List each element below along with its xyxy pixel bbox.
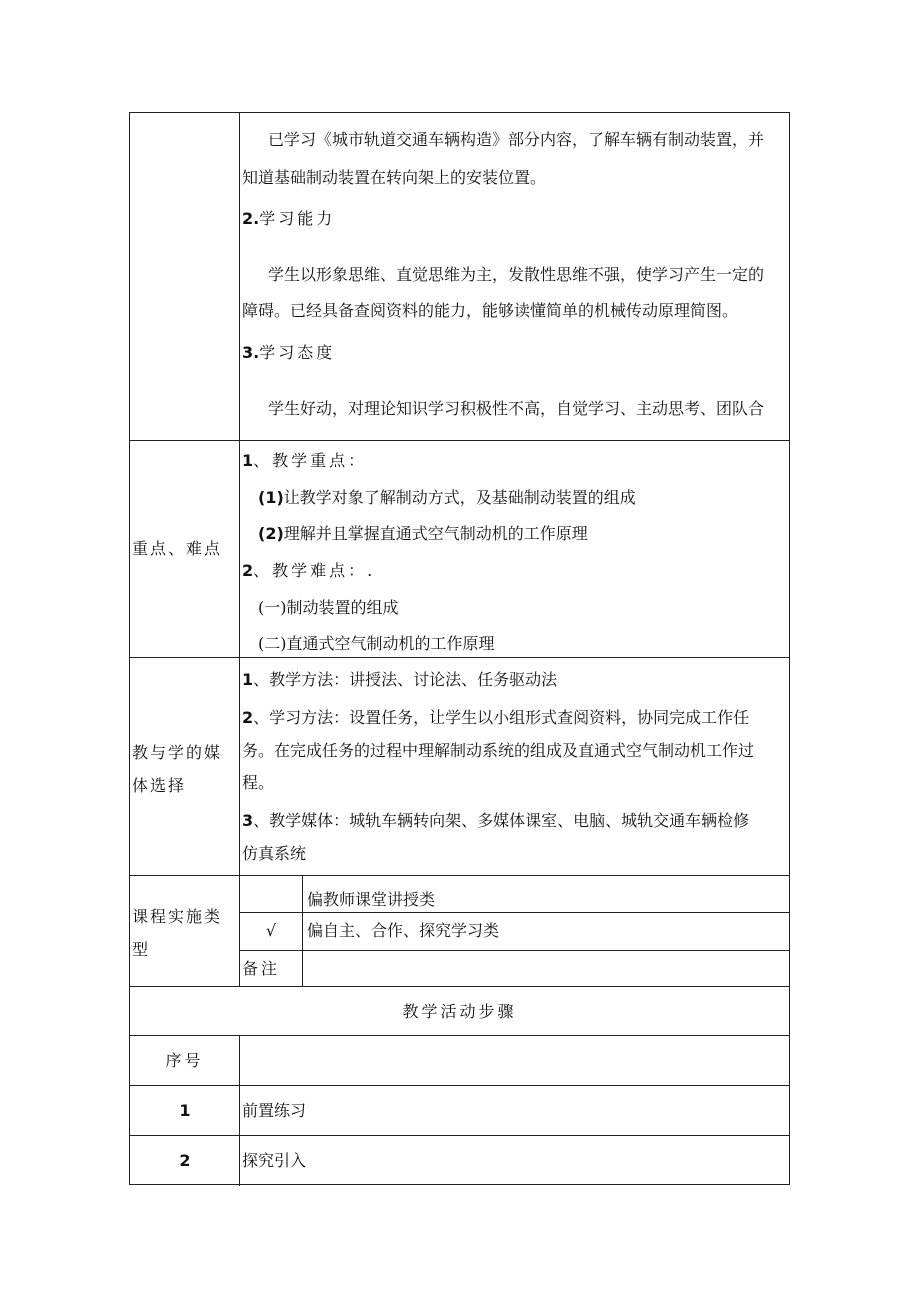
step-number-cell	[130, 1136, 240, 1186]
teaching-media-line-1	[242, 806, 787, 836]
teaching-method-number: 1	[242, 670, 254, 689]
teaching-focus-item-2	[242, 519, 787, 549]
activity-step-row	[130, 1085, 789, 1135]
teaching-focus-number: 1	[242, 451, 254, 470]
activity-step-row	[130, 1135, 789, 1186]
content-header-cell	[240, 1036, 789, 1085]
ability-line-1: 学生以形象思维、直觉思维为主，发散性思维不强，使学习产生一定的	[268, 265, 765, 284]
key-points-row	[130, 440, 789, 657]
step-number: 2	[179, 1151, 191, 1170]
learning-analysis-content-cell	[240, 113, 789, 440]
teaching-focus-item-1	[242, 483, 787, 513]
teaching-media-number: 3	[242, 811, 254, 830]
step-name-cell	[240, 1086, 789, 1135]
course-type-option-2	[240, 912, 789, 950]
course-type-option-2-check: √	[240, 913, 303, 950]
course-type-option-1-check	[240, 876, 303, 912]
media-selection-row	[130, 657, 789, 875]
media-selection-label-line-2: 体选择	[132, 776, 187, 795]
course-type-note-label: 备注	[242, 959, 281, 978]
activity-header-row	[130, 1035, 789, 1085]
ability-heading	[242, 204, 787, 234]
teaching-focus-item-1-number: (1)	[258, 488, 284, 507]
course-type-note	[240, 950, 789, 986]
teaching-media-text: 、教学媒体：城轨车辆转向架、多媒体课室、电脑、城轨交通车辆检修	[253, 811, 750, 830]
step-number: 1	[179, 1101, 191, 1120]
teaching-difficulty-title	[242, 556, 787, 586]
learning-analysis-row	[130, 113, 789, 440]
course-type-option-2-text: 偏自主、合作、探究学习类	[307, 921, 500, 940]
attitude-heading	[242, 338, 787, 368]
course-type-option-1	[240, 876, 789, 912]
media-selection-content-cell	[240, 658, 789, 875]
teaching-focus-item-2-text: 理解并且掌握直通式空气制动机的工作原理	[283, 524, 588, 543]
learning-method-number: 2	[242, 708, 254, 727]
ability-heading-number: 2.	[242, 209, 260, 228]
teaching-method-text: 、教学方法：讲授法、讨论法、任务驱动法	[253, 670, 558, 689]
learning-method-line-3: 程。	[242, 773, 275, 792]
sequence-header-cell	[130, 1036, 240, 1085]
attitude-heading-text: 学习态度	[259, 343, 336, 362]
teaching-difficulty-title-text: 、教学难点：.	[253, 561, 376, 580]
teaching-method	[242, 665, 787, 695]
teaching-focus-item-1-text: 让教学对象了解制动方式，及基础制动装置的组成	[283, 488, 636, 507]
teaching-difficulty-item-1: (一)制动装置的组成	[258, 598, 399, 617]
course-type-note-label-cell	[240, 951, 303, 986]
course-type-row	[130, 875, 789, 986]
step-number-cell	[130, 1086, 240, 1135]
teaching-focus-title-text: 、教学重点：	[253, 451, 368, 470]
learning-method-line-1	[242, 703, 787, 733]
key-points-label-cell	[130, 441, 240, 657]
learning-method-text: 、学习方法：设置任务，让学生以小组形式查阅资料，协同完成工作任	[253, 708, 750, 727]
sequence-header: 序号	[165, 1051, 204, 1070]
ability-line-2: 障碍。已经具备查阅资料的能力，能够读懂简单的机械传动原理简图。	[242, 301, 739, 320]
course-type-label-line-1: 课程实施类	[132, 907, 223, 926]
ability-heading-text: 学习能力	[259, 209, 336, 228]
learning-method-line-2: 务。在完成任务的过程中理解制动系统的组成及直通式空气制动机工作过	[242, 741, 755, 760]
lesson-plan-table	[129, 112, 790, 1185]
course-type-label-line-2: 型	[132, 940, 151, 959]
step-name: 探究引入	[242, 1151, 307, 1170]
course-type-label-cell	[130, 876, 240, 986]
prior-knowledge-line-1: 已学习《城市轨道交通车辆构造》部分内容，了解车辆有制动装置，并	[268, 130, 765, 149]
course-type-option-1-text: 偏教师课堂讲授类	[307, 890, 436, 909]
key-points-label: 重点、难点	[132, 539, 223, 558]
key-points-content-cell	[240, 441, 789, 657]
teaching-difficulty-item-2: (二)直通式空气制动机的工作原理	[258, 634, 495, 653]
course-type-content-cell	[240, 876, 789, 986]
media-selection-label-cell	[130, 658, 240, 875]
attitude-heading-number: 3.	[242, 343, 260, 362]
learning-analysis-label-cell	[130, 113, 240, 440]
teaching-focus-title	[242, 446, 787, 476]
teaching-focus-item-2-number: (2)	[258, 524, 284, 543]
step-name-cell	[240, 1136, 789, 1186]
attitude-line-1: 学生好动，对理论知识学习积极性不高，自觉学习、主动思考、团队合	[268, 399, 765, 418]
prior-knowledge-line-2: 知道基础制动装置在转向架上的安装位置。	[242, 168, 547, 187]
step-name: 前置练习	[242, 1101, 307, 1120]
activity-heading-row	[130, 986, 789, 1035]
teaching-media-line-2: 仿真系统	[242, 844, 307, 863]
teaching-difficulty-number: 2	[242, 561, 254, 580]
activity-heading: 教学活动步骤	[402, 1002, 517, 1021]
media-selection-label-line-1: 教与学的媒	[132, 743, 223, 762]
